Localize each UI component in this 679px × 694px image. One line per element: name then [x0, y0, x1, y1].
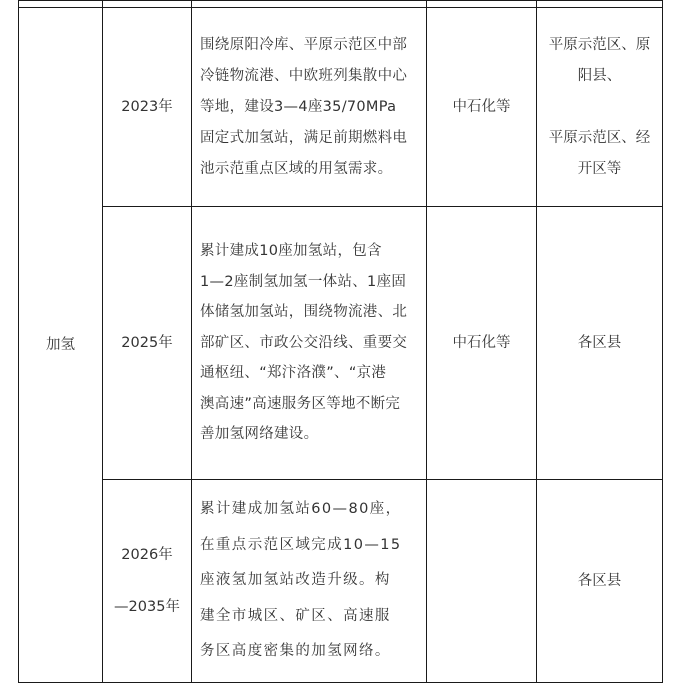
- description-line: 澳高速”高速服务区等地不断完: [200, 395, 401, 412]
- description-line: 冷链物流港、中欧班列集散中心: [200, 67, 408, 84]
- description-line: 累计建成10座加氢站，包含: [200, 243, 382, 260]
- description-line: 体储氢加氢站，围绕物流港、北: [200, 304, 408, 321]
- description-line: 通枢纽、“郑汴洛濮”、“京港: [200, 365, 387, 382]
- year-cell: 2025年: [103, 207, 192, 480]
- year-cell: [103, 480, 192, 683]
- description-line: 1—2座制氢加氢一体站、1座固: [200, 273, 407, 290]
- region-cell: 各区县: [537, 207, 663, 480]
- description-line: 建全市城区、矿区、高速服: [200, 607, 391, 624]
- description-cell: [192, 480, 427, 683]
- table-row-top-edge: [19, 1, 663, 8]
- region-line: 平原示范区、经: [548, 129, 651, 146]
- region-line: 阳县、: [577, 67, 622, 84]
- table-row: [19, 8, 663, 207]
- year-cell: 2023年: [103, 8, 192, 207]
- hydrogen-plan-table: [18, 0, 663, 683]
- description-line: 围绕原阳冷库、平原示范区中部: [200, 36, 408, 53]
- description-line: 部矿区、市政公交沿线、重要交: [200, 334, 408, 351]
- description-line: 等地，建设3—4座35/70MPa: [200, 98, 397, 115]
- description-line: 累计建成加氢站60—80座，: [200, 501, 402, 518]
- category-cell: 加氢: [19, 8, 103, 683]
- year-line: —2035年: [114, 599, 180, 615]
- region-cell: 各区县: [537, 480, 663, 683]
- region-line: 平原示范区、原: [548, 36, 651, 53]
- region-cell: [537, 8, 663, 207]
- region-line: 开区等: [577, 160, 622, 177]
- description-line: 固定式加氢站，满足前期燃料电: [200, 129, 408, 146]
- description-cell: [192, 207, 427, 480]
- description-line: 善加氢网络建设。: [200, 426, 319, 443]
- company-cell: 中石化等: [427, 8, 537, 207]
- description-line: 池示范重点区域的用氢需求。: [200, 160, 393, 177]
- company-cell: [427, 480, 537, 683]
- year-line: 2026年: [121, 547, 173, 563]
- company-cell: 中石化等: [427, 207, 537, 480]
- table-row: [19, 480, 663, 683]
- description-cell: [192, 8, 427, 207]
- table-row: [19, 207, 663, 480]
- description-line: 在重点示范区域完成10—15: [200, 536, 402, 553]
- description-line: 务区高度密集的加氢网络。: [200, 643, 391, 660]
- description-line: 座液氢加氢站改造升级。构: [200, 572, 391, 589]
